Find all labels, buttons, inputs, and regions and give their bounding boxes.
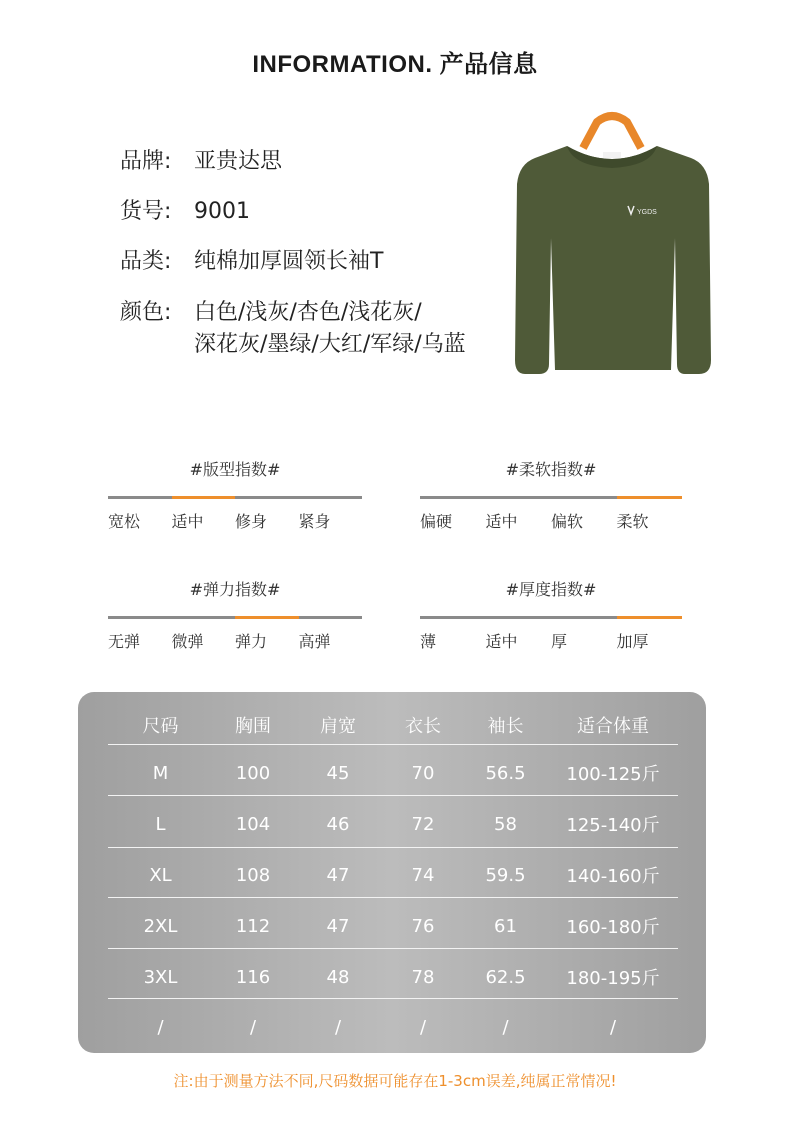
size-table (78, 692, 706, 1053)
softness-option: 适中 (485, 512, 518, 531)
cell: 100-125斤 (566, 764, 660, 785)
cell: / (157, 1016, 164, 1038)
color-row (120, 297, 466, 361)
cell: 125-140斤 (566, 815, 660, 836)
product-image (505, 108, 720, 390)
cell: XL (149, 864, 172, 886)
thickness-option: 适中 (485, 632, 518, 651)
table-row (108, 1002, 678, 1052)
scale-segment (108, 616, 172, 619)
divider (108, 998, 678, 999)
header-cell: 袖长 (487, 716, 524, 737)
cell: 58 (494, 813, 517, 835)
elasticity-scale-title: #弹力指数# (189, 580, 281, 599)
divider (108, 795, 678, 796)
cell: L (155, 813, 166, 835)
cell: 45 (326, 762, 350, 784)
softness-option: 偏硬 (420, 512, 453, 531)
table-row (108, 952, 678, 1002)
cell: 76 (411, 915, 435, 937)
scale-segment (617, 616, 683, 619)
sku-label: 货号: (120, 199, 172, 224)
softness-option: 偏软 (551, 512, 584, 531)
softness-scale (420, 458, 682, 532)
cell: 100 (235, 762, 271, 784)
cell: 47 (326, 915, 350, 937)
category-label: 品类: (120, 249, 172, 274)
shirt-body (515, 146, 711, 374)
thickness-option: 厚 (551, 632, 568, 651)
color-line-1: 白色/浅灰/杏色/浅花灰/ (194, 300, 422, 325)
cell: 3XL (143, 966, 178, 988)
divider (108, 948, 678, 949)
cell: 70 (411, 762, 435, 784)
scale-segment (299, 496, 363, 499)
thickness-scale (420, 578, 682, 652)
cell: / (249, 1016, 257, 1038)
table-row (108, 901, 678, 951)
fit-scale-title: #版型指数# (189, 460, 281, 479)
cell: 180-195斤 (566, 968, 660, 989)
fit-option: 宽松 (108, 512, 141, 531)
header-cell: 适合体重 (577, 716, 649, 737)
cell: 59.5 (485, 864, 526, 886)
size-table-header (108, 700, 678, 750)
cell: / (419, 1016, 427, 1038)
cell: 104 (235, 813, 271, 835)
scale-segment (108, 496, 172, 499)
divider (108, 744, 678, 745)
category-value: 纯棉加厚圆领长袖T (194, 249, 384, 274)
header-cell: 衣长 (405, 716, 441, 737)
scale-segment (551, 616, 617, 619)
elasticity-scale-bar (108, 616, 362, 619)
scale-segment (235, 616, 299, 619)
thickness-scale-bar (420, 616, 682, 619)
measurement-note: 注:由于测量方法不同,尺码数据可能存在1-3cm误差,纯属正常情况! (173, 1072, 617, 1090)
scale-segment (172, 616, 236, 619)
softness-scale-bar (420, 496, 682, 499)
cell: 61 (494, 915, 517, 937)
shirt-tag (603, 152, 621, 158)
cell: 108 (235, 864, 271, 886)
cell: 78 (411, 966, 435, 988)
cell: / (502, 1016, 509, 1038)
divider (108, 847, 678, 848)
sku-row (120, 196, 250, 228)
header-cell: 肩宽 (320, 716, 356, 737)
table-row (108, 799, 678, 849)
scale-segment (299, 616, 363, 619)
cell: M (152, 762, 169, 784)
elasticity-option: 微弹 (171, 632, 204, 651)
thickness-option: 薄 (420, 632, 437, 651)
softness-scale-title: #柔软指数# (505, 460, 597, 479)
brand-value: 亚贵达思 (194, 149, 283, 174)
cell: 2XL (143, 915, 178, 937)
fit-scale (108, 458, 362, 532)
scale-segment (486, 496, 552, 499)
cell: / (609, 1016, 617, 1038)
scale-segment (420, 616, 486, 619)
scale-segment (172, 496, 236, 499)
color-line-2: 深花灰/墨绿/大红/军绿/乌蓝 (194, 332, 466, 357)
table-row (108, 748, 678, 798)
thickness-option: 加厚 (616, 632, 649, 651)
sku-value: 9001 (194, 199, 250, 224)
cell: / (334, 1016, 342, 1038)
cell: 140-160斤 (566, 866, 660, 887)
header-cell: 尺码 (142, 716, 179, 737)
cell: 72 (411, 813, 435, 835)
header-cell: 胸围 (235, 716, 271, 737)
brand-label: 品牌: (120, 149, 172, 174)
elasticity-option: 高弹 (298, 632, 331, 651)
cell: 62.5 (485, 966, 526, 988)
brand-row (120, 146, 282, 178)
scale-segment (551, 496, 617, 499)
scale-segment (235, 496, 299, 499)
thickness-scale-title: #厚度指数# (505, 580, 597, 599)
color-values (194, 297, 466, 361)
fit-scale-bar (108, 496, 362, 499)
scale-segment (486, 616, 552, 619)
table-row (108, 850, 678, 900)
softness-option: 柔软 (616, 512, 649, 531)
cell: 47 (326, 864, 350, 886)
fit-option: 适中 (171, 512, 204, 531)
cell: 56.5 (485, 762, 526, 784)
hanger-icon (583, 116, 641, 148)
elasticity-option: 无弹 (108, 632, 141, 651)
divider (108, 897, 678, 898)
category-row (120, 246, 383, 278)
elasticity-scale (108, 578, 362, 652)
scale-segment (420, 496, 486, 499)
elasticity-option: 弹力 (235, 632, 268, 651)
page-title: INFORMATION. 产品信息 (252, 51, 538, 78)
color-label: 颜色: (120, 300, 172, 325)
logo-text: YGDS (637, 209, 657, 216)
fit-option: 修身 (235, 512, 268, 531)
cell: 112 (235, 915, 271, 937)
cell: 48 (326, 966, 350, 988)
cell: 116 (235, 966, 271, 988)
fit-option: 紧身 (298, 512, 331, 531)
cell: 74 (411, 864, 435, 886)
scale-segment (617, 496, 683, 499)
cell: 160-180斤 (566, 917, 660, 938)
cell: 46 (326, 813, 350, 835)
